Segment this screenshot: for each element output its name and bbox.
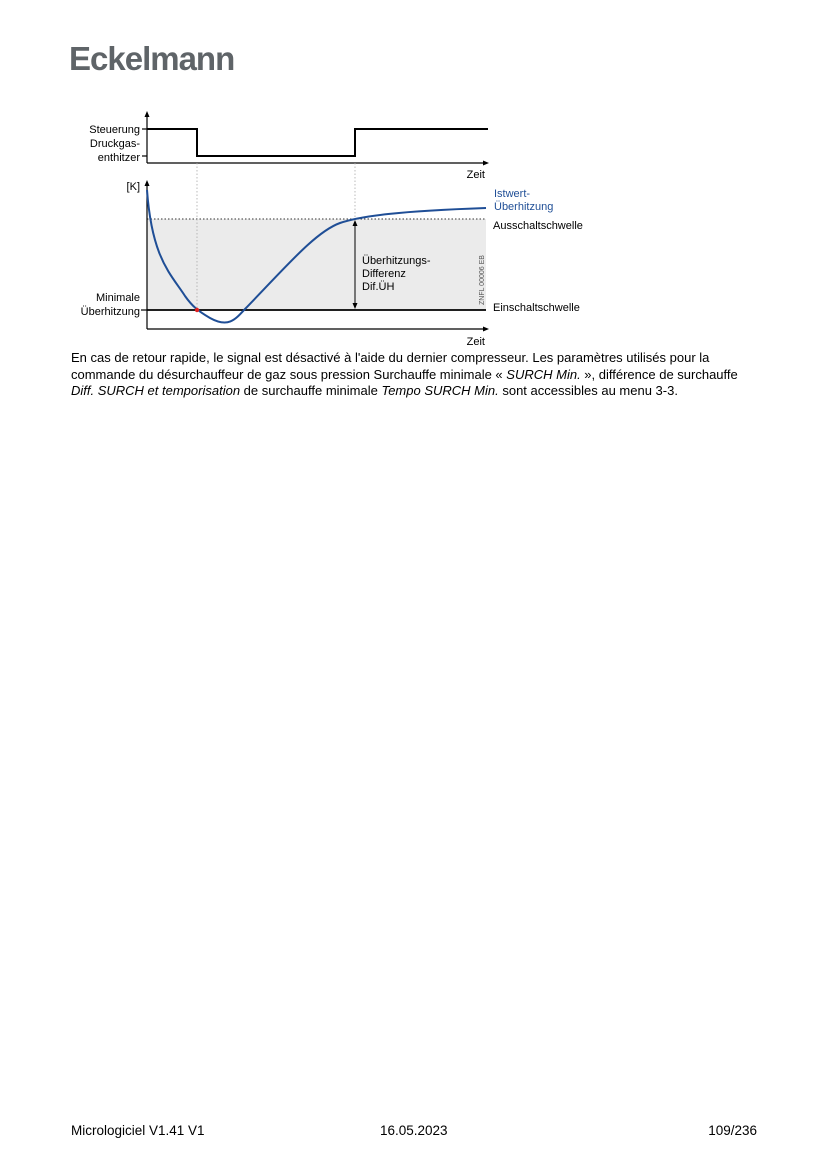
- body-paragraph: [71, 350, 761, 400]
- superheat-control-diagram: [60, 108, 620, 353]
- min-superheat-line-1: Minimale: [95, 292, 140, 304]
- upper-threshold-label: Ausschaltschwelle: [493, 220, 583, 232]
- switch-on-marker: [195, 308, 199, 312]
- param-surch-min: SURCH Min.: [506, 366, 581, 382]
- top-ylabel-line-1: Steuerung: [89, 124, 140, 136]
- paragraph-text-4: sont accessibles au menu 3-3.: [498, 383, 678, 398]
- param-tempo-surch-min: Tempo SURCH Min.: [381, 383, 499, 398]
- top-y-arrow: [145, 111, 150, 117]
- min-superheat-line-2: Überhitzung: [80, 306, 140, 318]
- difference-label-line-1: Überhitzungs-: [362, 255, 431, 267]
- bottom-ylabel: [K]: [126, 181, 140, 193]
- paragraph-text-2: », différence de surchauffe: [580, 366, 738, 382]
- bottom-x-arrow: [483, 327, 489, 332]
- top-xlabel: Zeit: [466, 169, 485, 181]
- series-label-line-1: Istwert-: [494, 188, 531, 200]
- top-ylabel-line-3: enthitzer: [97, 152, 140, 164]
- series-label-line-2: Überhitzung: [494, 201, 554, 213]
- bottom-y-arrow: [145, 180, 150, 186]
- footer-page-number: 109/236: [708, 1123, 757, 1138]
- control-signal-line: [147, 129, 488, 156]
- difference-label-line-3: Dif.ÜH: [362, 281, 395, 293]
- top-x-arrow: [483, 161, 489, 166]
- diagram-svg: [60, 108, 620, 353]
- lower-threshold-label: Einschaltschwelle: [493, 302, 580, 314]
- footer-firmware: Micrologiciel V1.41 V1: [71, 1123, 205, 1138]
- footer-date: 16.05.2023: [380, 1123, 448, 1138]
- difference-label-line-2: Differenz: [362, 268, 406, 280]
- paragraph-text-3: de surchauffe minimale: [240, 383, 382, 398]
- bottom-xlabel: Zeit: [466, 336, 485, 348]
- figure-id: ZNFL 00006 EB: [479, 255, 486, 305]
- eckelmann-logo: Eckelmann: [69, 40, 235, 77]
- paragraph-text-1: En cas de retour rapide, le signal est désactivé à l'aide du dernier compresseur. Les paramètres utilisés pour la commande du désurchauffeur de gaz sous pression Surchauffe minimale «: [71, 350, 710, 382]
- hysteresis-band: [147, 219, 486, 310]
- param-diff-surch: Diff. SURCH et temporisation: [71, 383, 241, 398]
- top-ylabel-line-2: Druckgas-: [89, 138, 140, 150]
